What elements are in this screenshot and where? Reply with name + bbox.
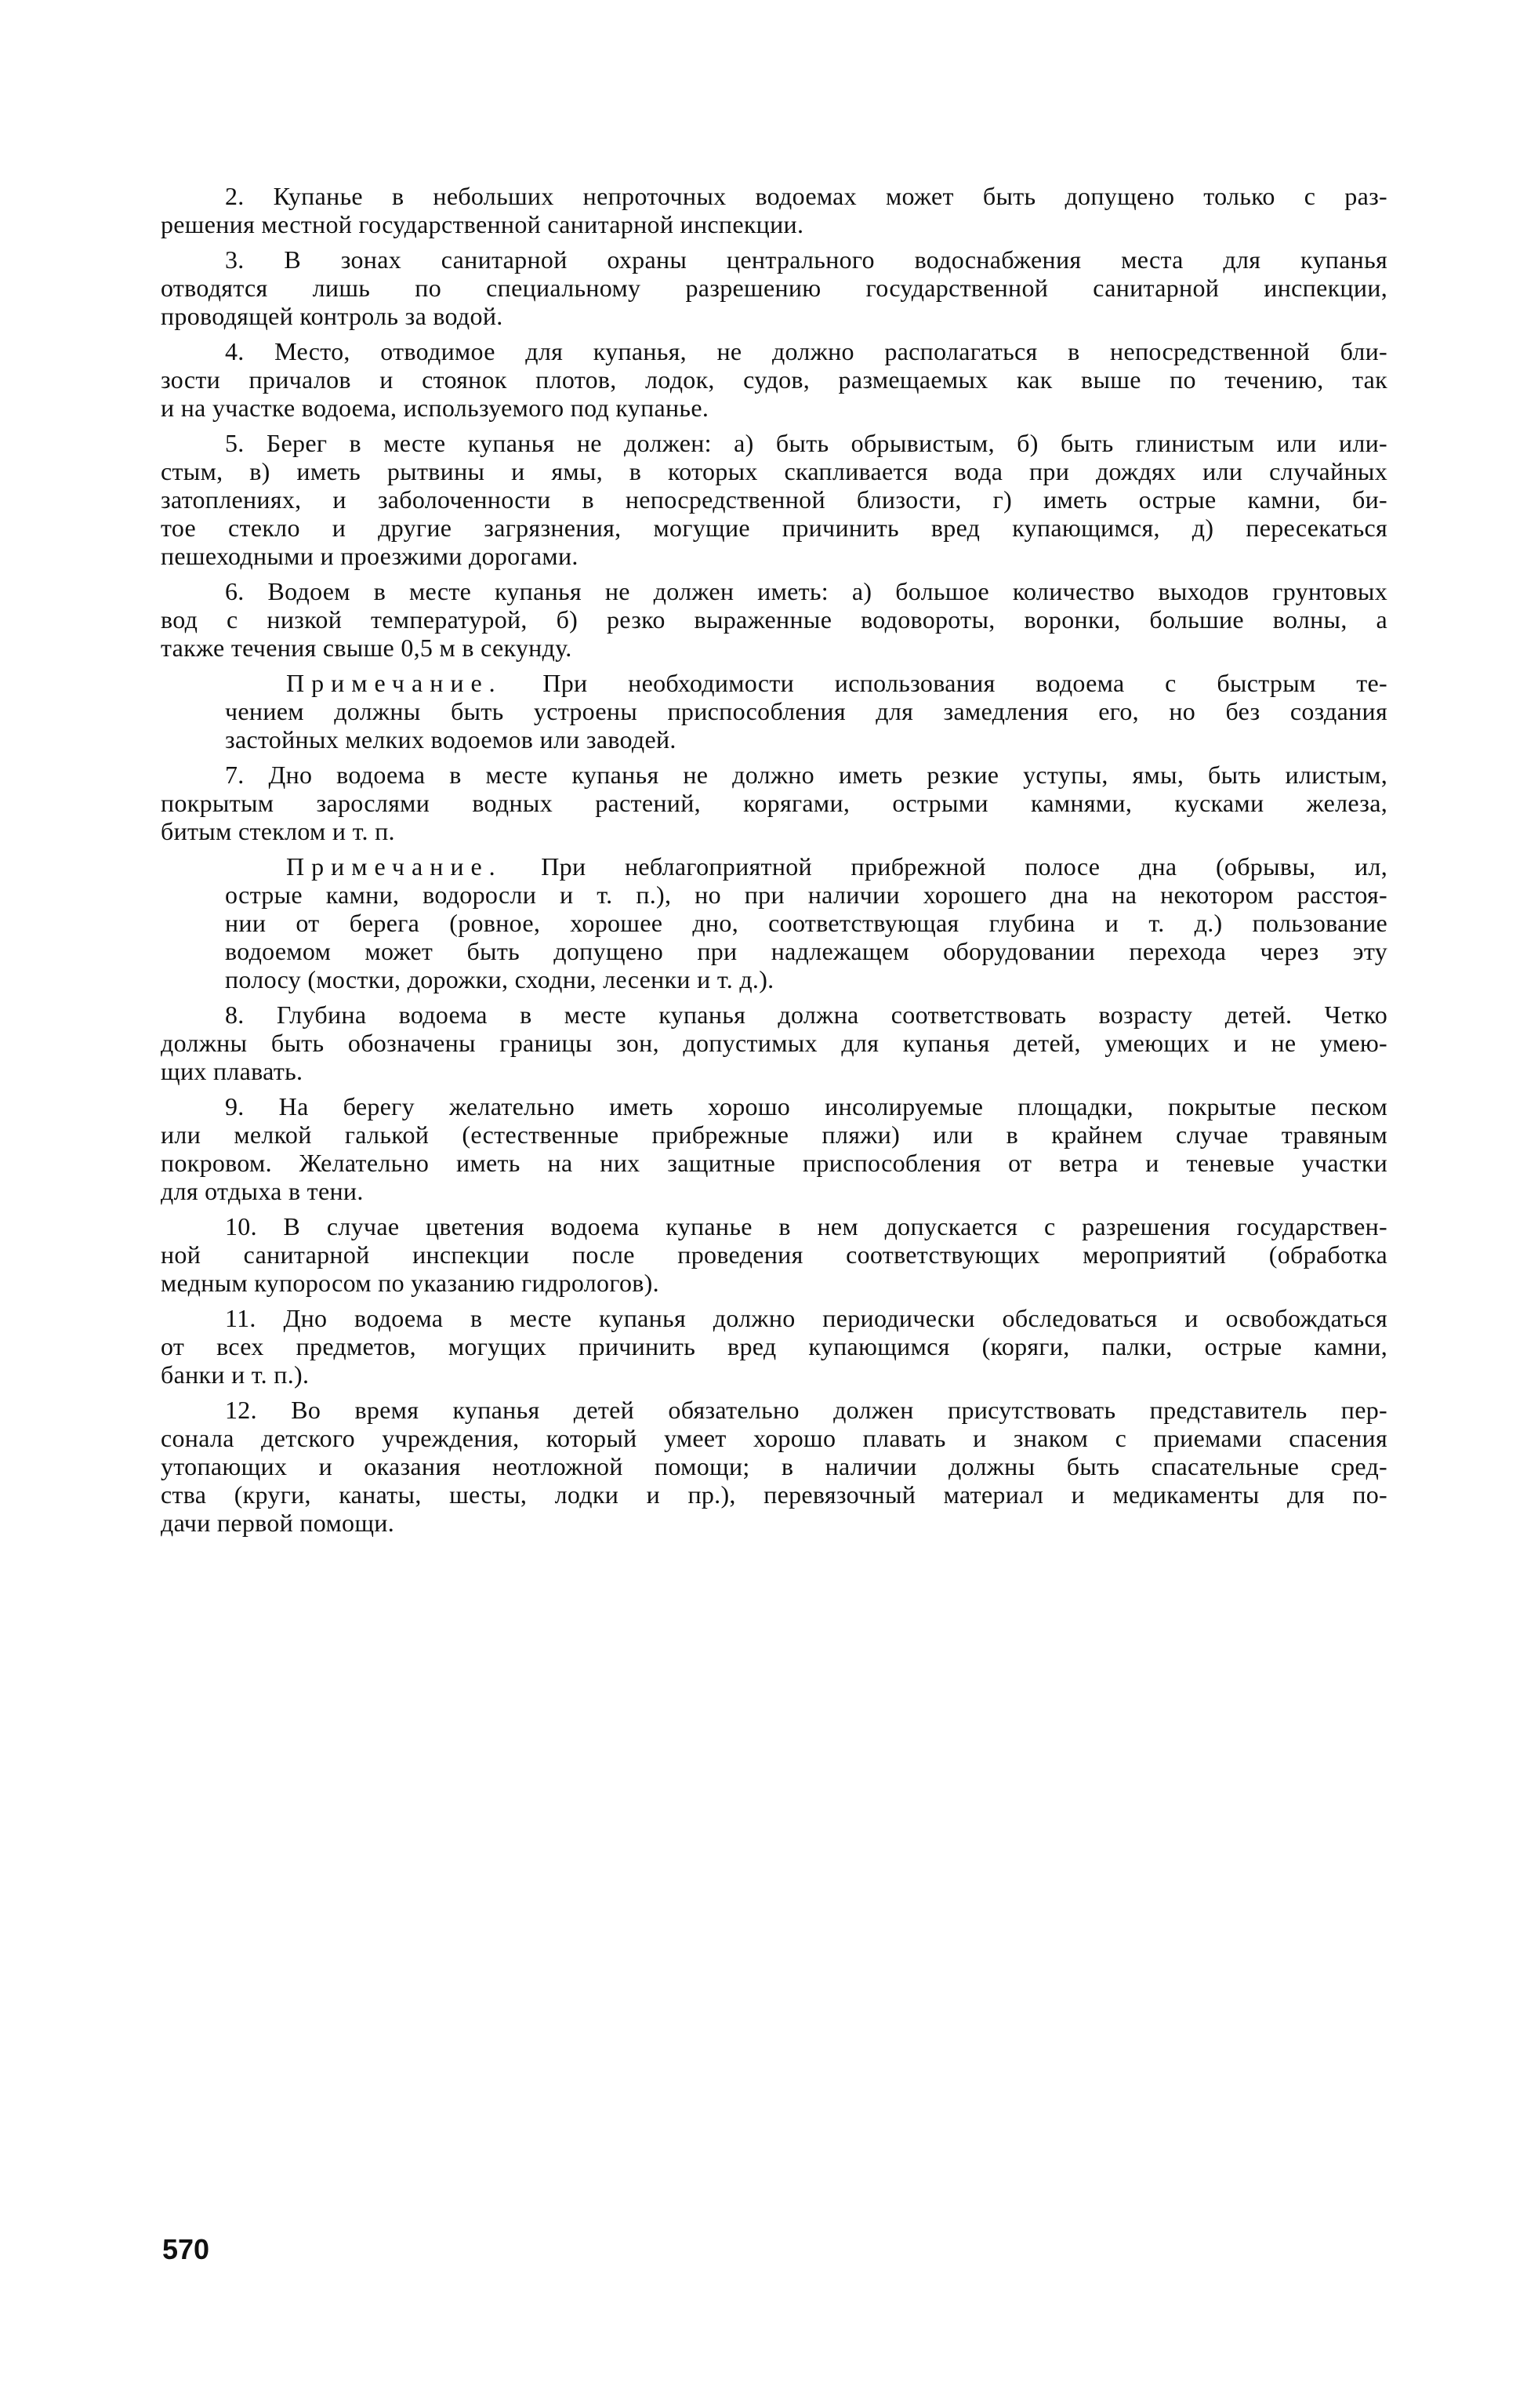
numbered-paragraph: [161, 1001, 1387, 1085]
line-text: банки и т. п.).: [161, 1360, 310, 1389]
line-text: или мелкой галькой (естественные прибрежные пляжи) или в крайнем случае травяным: [161, 1120, 1387, 1149]
text-line: [161, 302, 1387, 330]
text-line: [161, 1424, 1387, 1452]
text-line: [161, 634, 1387, 662]
line-text: тое стекло и другие загрязнения, могущие причинить вред купающимся, д) пересекаться: [161, 514, 1387, 542]
line-text: медным купоросом по указанию гидрологов).: [161, 1269, 659, 1297]
text-line: [225, 881, 1387, 909]
line-text: 5. Берег в месте купанья не должен: а) быть обрывистым, б) быть глинистым или или-: [225, 429, 1387, 457]
line-text: отводятся лишь по специальному разрешению государственной санитарной инспекции,: [161, 274, 1387, 302]
numbered-paragraph: [161, 1092, 1387, 1205]
line-text: ной санитарной инспекции после проведения соответствующих мероприятий (обработка: [161, 1240, 1387, 1269]
numbered-paragraph: [161, 245, 1387, 330]
document-body: [161, 182, 1387, 1544]
line-text: проводящей контроль за водой.: [161, 302, 503, 330]
line-text: сонала детского учреждения, который умеет хорошо плавать и знаком с приемами спасения: [161, 1424, 1387, 1452]
text-line: [161, 1269, 1387, 1297]
line-text: дачи первой помощи.: [161, 1509, 394, 1537]
note-paragraph: [225, 852, 1387, 993]
line-text: пешеходными и проезжими дорогами.: [161, 542, 579, 570]
line-text: также течения свыше 0,5 м в секунду.: [161, 634, 572, 662]
line-text: покровом. Желательно иметь на них защитные приспособления от ветра и теневые участки: [161, 1149, 1387, 1177]
line-text: от всех предметов, могущих причинить вред купающимся (коряги, палки, острые камни,: [161, 1332, 1387, 1360]
text-line: [161, 1240, 1387, 1269]
text-line: [161, 1304, 1387, 1332]
line-text: стым, в) иметь рытвины и ямы, в которых скапливается вода при дождях или случайных: [161, 457, 1387, 485]
line-text: зости причалов и стоянок плотов, лодок, судов, размещаемых как выше по течению, так: [161, 365, 1387, 394]
line-text: решения местной государственной санитарной инспекции.: [161, 210, 804, 238]
numbered-paragraph: [161, 1212, 1387, 1297]
line-text: 3. В зонах санитарной охраны центрального водоснабжения места для купанья: [225, 245, 1387, 274]
note-paragraph: [225, 669, 1387, 754]
text-line: [161, 1212, 1387, 1240]
line-text: утопающих и оказания неотложной помощи; в наличии должны быть спасательные сред-: [161, 1452, 1387, 1480]
line-text: При неблагоприятной прибрежной полосе дна (обрывы, ил,: [541, 852, 1387, 881]
text-line: [161, 542, 1387, 570]
text-line: [161, 210, 1387, 238]
text-line: [161, 1092, 1387, 1120]
text-line: [225, 909, 1387, 937]
text-line: [161, 1149, 1387, 1177]
line-text: ства (круги, канаты, шесты, лодки и пр.), перевязочный материал и медикаменты для по-: [161, 1480, 1387, 1509]
text-line: [161, 274, 1387, 302]
line-text: водоемом может быть допущено при надлежащем оборудовании перехода через эту: [225, 937, 1387, 965]
line-text: 2. Купанье в небольших непроточных водоемах может быть допущено только с раз-: [225, 182, 1387, 210]
text-line: [161, 1177, 1387, 1205]
text-line: [225, 697, 1387, 725]
line-text: острые камни, водоросли и т. п.), но при наличии хорошего дна на некотором расстоя-: [225, 881, 1387, 909]
text-line: [225, 965, 1387, 993]
line-text: должны быть обозначены границы зон, допустимых для купанья детей, умеющих и не умею-: [161, 1029, 1387, 1057]
line-text: битым стеклом и т. п.: [161, 817, 395, 845]
text-line: [161, 485, 1387, 514]
text-line: [161, 577, 1387, 605]
text-line: [225, 852, 1387, 881]
text-line: [161, 1396, 1387, 1424]
text-line: [161, 1509, 1387, 1537]
text-line: [161, 1001, 1387, 1029]
page-number: 570: [162, 2233, 210, 2265]
line-text: 8. Глубина водоема в месте купанья должна соответствовать возрасту детей. Четко: [225, 1001, 1387, 1029]
line-text: При необходимости использования водоема с быстрым те-: [542, 669, 1387, 697]
text-line: [161, 1029, 1387, 1057]
text-line: [161, 457, 1387, 485]
line-text: 10. В случае цветения водоема купанье в нем допускается с разрешения государствен-: [225, 1212, 1387, 1240]
line-text: 7. Дно водоема в месте купанья не должно иметь резкие уступы, ямы, быть илистым,: [225, 761, 1387, 789]
text-line: [161, 1057, 1387, 1085]
text-line: [161, 817, 1387, 845]
numbered-paragraph: [161, 1304, 1387, 1389]
line-text: 11. Дно водоема в месте купанья должно периодически обследоваться и освобождаться: [225, 1304, 1387, 1332]
text-line: [161, 761, 1387, 789]
text-line: [161, 245, 1387, 274]
text-line: [161, 394, 1387, 422]
text-line: [161, 337, 1387, 365]
numbered-paragraph: [161, 761, 1387, 845]
text-line: [161, 429, 1387, 457]
numbered-paragraph: [161, 577, 1387, 662]
numbered-paragraph: [161, 1396, 1387, 1537]
text-line: [225, 669, 1387, 697]
line-text: 12. Во время купанья детей обязательно должен присутствовать представитель пер-: [225, 1396, 1387, 1424]
text-line: [161, 365, 1387, 394]
numbered-paragraph: [161, 182, 1387, 238]
text-line: [161, 1360, 1387, 1389]
text-line: [161, 1480, 1387, 1509]
numbered-paragraph: [161, 337, 1387, 422]
line-text: полосу (мостки, дорожки, сходни, лесенки и т. д.).: [225, 965, 774, 993]
text-line: [161, 1332, 1387, 1360]
line-text: для отдыха в тени.: [161, 1177, 364, 1205]
line-text: застойных мелких водоемов или заводей.: [225, 725, 676, 754]
line-text: и на участке водоема, используемого под купанье.: [161, 394, 709, 422]
line-text: затоплениях, и заболоченности в непосредственной близости, г) иметь острые камни, би-: [161, 485, 1387, 514]
line-text: 4. Место, отводимое для купанья, не должно располагаться в непосредственной бли-: [225, 337, 1387, 365]
text-line: [225, 937, 1387, 965]
note-label: Примечание.: [286, 852, 502, 881]
text-line: [225, 725, 1387, 754]
line-text: чением должны быть устроены приспособления для замедления его, но без создания: [225, 697, 1387, 725]
text-line: [161, 1120, 1387, 1149]
line-text: нии от берега (ровное, хорошее дно, соответствующая глубина и т. д.) пользование: [225, 909, 1387, 937]
numbered-paragraph: [161, 429, 1387, 570]
text-line: [161, 1452, 1387, 1480]
line-text: покрытым зарослями водных растений, корягами, острыми камнями, кусками железа,: [161, 789, 1387, 817]
line-text: 6. Водоем в месте купанья не должен иметь: а) большое количество выходов грунтовых: [225, 577, 1387, 605]
note-label: Примечание.: [286, 669, 502, 697]
text-line: [161, 514, 1387, 542]
text-line: [161, 605, 1387, 634]
text-line: [161, 182, 1387, 210]
line-text: щих плавать.: [161, 1057, 303, 1085]
text-line: [161, 789, 1387, 817]
line-text: 9. На берегу желательно иметь хорошо инсолируемые площадки, покрытые песком: [225, 1092, 1387, 1120]
line-text: вод с низкой температурой, б) резко выраженные водовороты, воронки, большие волны, а: [161, 605, 1387, 634]
